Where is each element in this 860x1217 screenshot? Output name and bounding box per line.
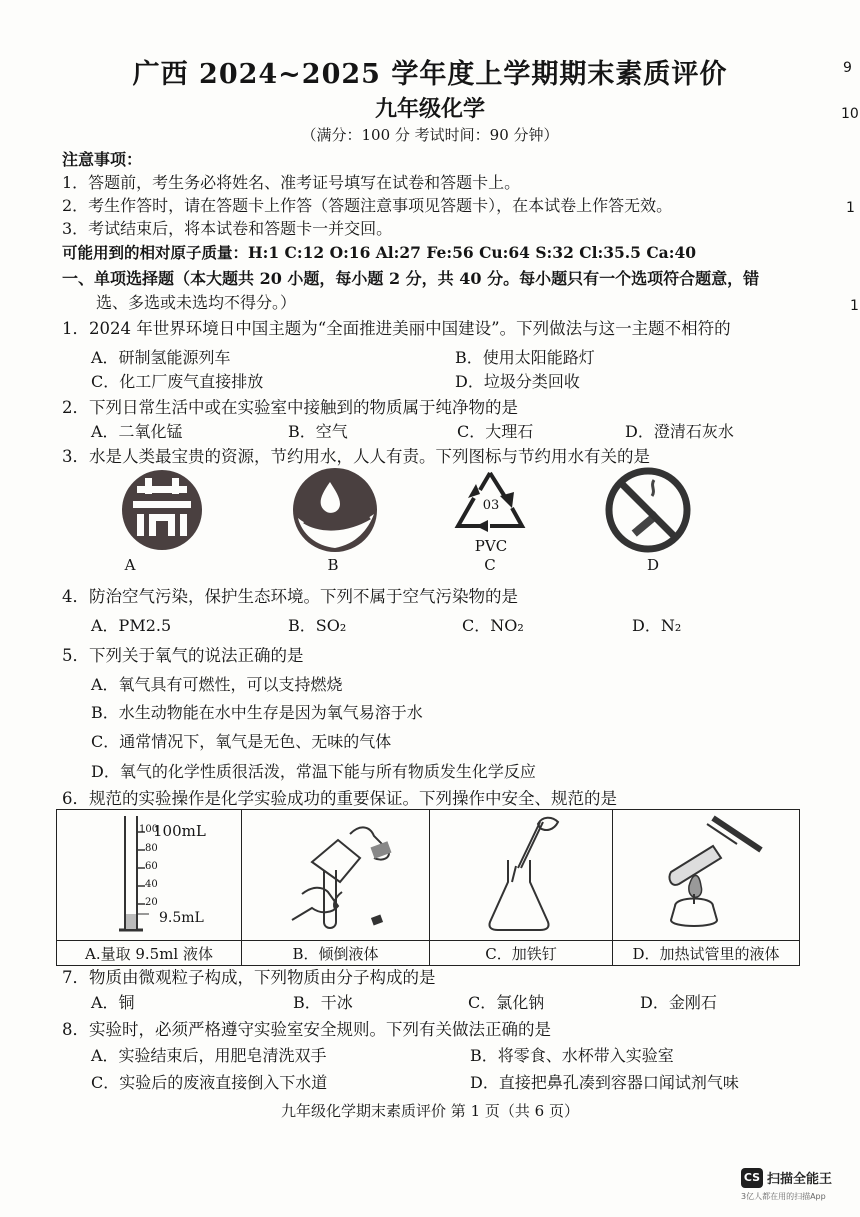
pouring-liquid-image <box>242 810 429 936</box>
margin-mark: 9 <box>843 60 852 76</box>
caption-a: A.量取 9.5ml 液体 <box>57 941 242 966</box>
heating-liquid-image <box>613 810 799 936</box>
cylinder-reading: 9.5mL <box>159 910 204 926</box>
section-heading-cont: 选、多选或未选均不得分。） <box>96 293 297 312</box>
option-a: A．研制氢能源列车 <box>91 348 231 367</box>
option-b: B．空气 <box>288 422 348 441</box>
add-nail-cell <box>430 810 613 941</box>
scanner-name: 扫描全能王 <box>767 1172 833 1187</box>
tick-label: 60 <box>145 861 158 872</box>
option-b: B．SO₂ <box>288 616 347 635</box>
margin-mark: 1 <box>850 298 859 314</box>
margin-mark: 10 <box>841 106 859 122</box>
tick-label: 100 <box>139 824 159 835</box>
question-stem: 8．实验时，必须严格遵守实验室安全规则。下列有关做法正确的是 <box>62 1020 551 1039</box>
question-stem: 1．2024 年世界环境日中国主题为“全面推进美丽中国建设”。下列做法与这一主题不相符的 <box>62 319 731 338</box>
option-c: C．大理石 <box>457 422 534 441</box>
option-c: C．通常情况下，氧气是无色、无味的气体 <box>91 732 392 751</box>
scanner-watermark <box>741 1166 853 1206</box>
atomic-masses: 可能用到的相对原子质量：H:1 C:12 O:16 Al:27 Fe:56 Cu:64 S:32 Cl:35.5 Ca:40 <box>62 243 697 262</box>
notice-heading: 注意事项： <box>62 150 143 169</box>
question-stem: 6．规范的实验操作是化学实验成功的重要保证。下列操作中安全、规范的是 <box>62 789 617 808</box>
notice-item: 2．考生作答时，请在答题卡上作答（答题注意事项见答题卡），在本试卷上作答无效。 <box>62 196 673 215</box>
page-footer: 九年级化学期末素质评价 第 1 页（共 6 页） <box>281 1102 579 1120</box>
tick-label: 40 <box>145 879 158 890</box>
icon-label-a: A <box>124 556 136 574</box>
caption-c: C．加铁钉 <box>430 941 613 966</box>
option-d: D．直接把鼻孔凑到容器口闻试剂气味 <box>470 1073 739 1092</box>
pour-liquid-cell <box>242 810 430 941</box>
water-drop-icon <box>290 466 380 554</box>
water-saving-icon <box>115 468 210 553</box>
question-stem: 5．下列关于氧气的说法正确的是 <box>62 646 304 665</box>
tick-label: 20 <box>145 897 158 908</box>
option-b: B．使用太阳能路灯 <box>455 348 595 367</box>
question-stem: 2．下列日常生活中或在实验室中接触到的物质属于纯净物的是 <box>62 398 518 417</box>
question-stem: 4．防治空气污染，保护生态环境。下列不属于空气污染物的是 <box>62 587 518 606</box>
no-smoking-icon <box>604 466 692 554</box>
option-a: A．氧气具有可燃性，可以支持燃烧 <box>91 675 343 694</box>
option-c: C．化工厂废气直接排放 <box>91 372 264 391</box>
heat-liquid-cell <box>613 810 800 941</box>
icon-label-b: B <box>327 556 339 574</box>
cylinder-cell <box>57 810 242 941</box>
notice-item: 3．考试结束后，将本试卷和答题卡一并交回。 <box>62 219 393 238</box>
adding-nail-image <box>430 810 612 936</box>
recycle-code: PVC <box>474 537 508 555</box>
option-a: A．PM2.5 <box>91 616 172 635</box>
option-a: A．二氧化锰 <box>91 422 183 441</box>
section-heading: 一、单项选择题（本大题共 20 小题，每小题 2 分，共 40 分。每小题只有一个选项符合题意，错 <box>62 269 760 288</box>
option-c: C．NO₂ <box>462 616 524 635</box>
option-b: B．水生动物能在水中生存是因为氧气易溶于水 <box>91 703 423 722</box>
question-stem: 7．物质由微观粒子构成，下列物质由分子构成的是 <box>62 968 436 987</box>
notice-item: 1．答题前，考生务必将姓名、准考证号填写在试卷和答题卡上。 <box>62 173 521 192</box>
operations-table <box>56 809 800 966</box>
scanner-logo-icon: CS <box>741 1168 763 1188</box>
margin-mark: 1 <box>846 200 855 216</box>
option-d: D．金刚石 <box>640 993 717 1012</box>
option-a: A．实验结束后，用肥皂清洗双手 <box>91 1046 327 1065</box>
exam-meta: （满分：100 分 考试时间：90 分钟） <box>301 126 559 144</box>
caption-d: D．加热试管里的液体 <box>613 941 800 966</box>
exam-title: 广西 2024~2025 学年度上学期期末素质评价 <box>132 59 728 90</box>
option-b: B．将零食、水杯带入实验室 <box>470 1046 674 1065</box>
scanner-tagline: 3亿人都在用的扫描App <box>741 1192 826 1201</box>
cylinder-capacity: 100mL <box>153 822 206 840</box>
option-d: D．N₂ <box>632 616 682 635</box>
recycle-number: 03 <box>482 498 500 513</box>
icon-label-d: D <box>646 556 660 574</box>
option-d: D．氧气的化学性质很活泼，常温下能与所有物质发生化学反应 <box>91 762 536 781</box>
option-c: C．实验后的废液直接倒入下水道 <box>91 1073 328 1092</box>
option-d: D．垃圾分类回收 <box>455 372 580 391</box>
option-c: C．氯化钠 <box>468 993 545 1012</box>
option-b: B．干冰 <box>293 993 353 1012</box>
option-d: D．澄清石灰水 <box>625 422 734 441</box>
caption-b: B．倾倒液体 <box>242 941 430 966</box>
question-stem: 3．水是人类最宝贵的资源，节约用水，人人有责。下列图标与节约用水有关的是 <box>62 447 650 466</box>
option-a: A．铜 <box>91 993 135 1012</box>
tick-label: 80 <box>145 843 158 854</box>
icon-label-c: C <box>484 556 496 574</box>
exam-subtitle: 九年级化学 <box>374 96 485 122</box>
